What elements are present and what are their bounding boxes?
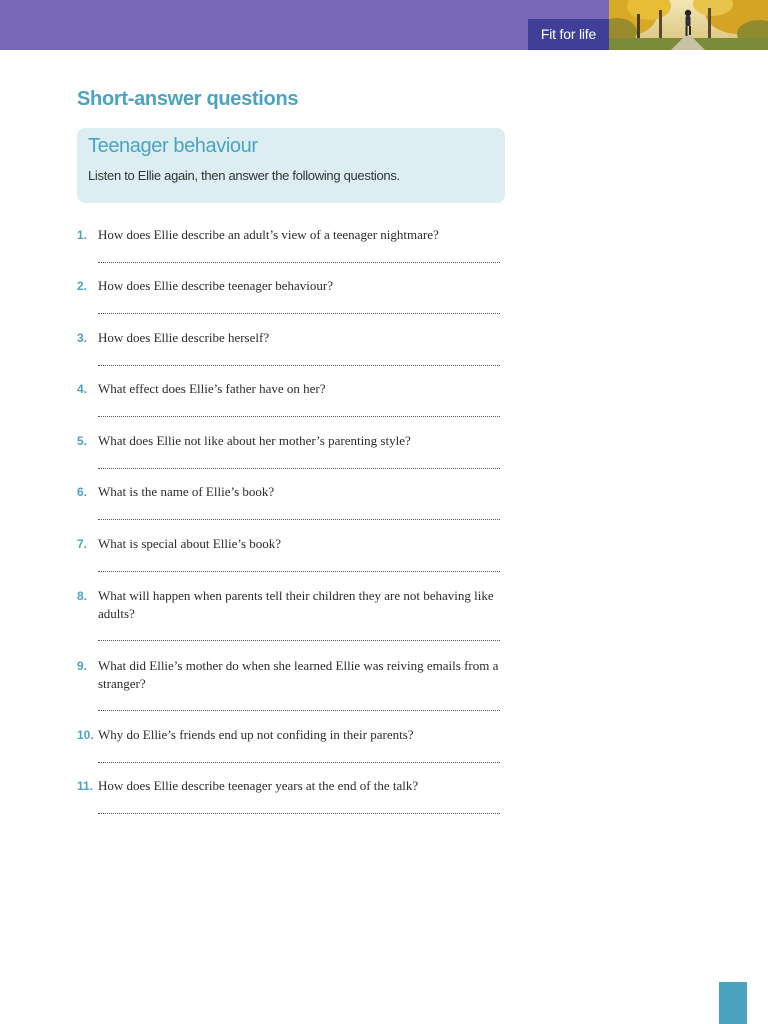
question-number: 5. — [77, 434, 88, 448]
exercise-heading: Teenager behaviour — [88, 135, 258, 157]
question-text: What is special about Ellie’s book? — [98, 536, 282, 551]
question-number: 6. — [77, 485, 88, 499]
question-text: What does Ellie not like about her mother’s parenting style? — [98, 433, 411, 448]
question-number: 8. — [77, 589, 88, 603]
header-photo — [609, 0, 768, 50]
section-title: Short-answer questions — [77, 88, 299, 110]
answer-line[interactable] — [98, 571, 500, 572]
question-number: 9. — [77, 659, 88, 673]
question-number: 1. — [77, 228, 88, 242]
question-number: 2. — [77, 279, 88, 293]
question-text: How does Ellie describe an adult’s view of a teenager nightmare? — [98, 227, 439, 242]
answer-line[interactable] — [98, 762, 500, 763]
answer-line[interactable] — [98, 519, 500, 520]
instruction-box — [77, 128, 505, 203]
autumn-path-runner-photo — [609, 0, 768, 50]
answer-line[interactable] — [98, 416, 500, 417]
question-text: What is the name of Ellie’s book? — [98, 484, 275, 499]
chapter-tab: Fit for life — [528, 19, 609, 50]
question-text: What will happen when parents tell their children they are not behaving like adults? — [98, 588, 494, 621]
answer-line[interactable] — [98, 813, 500, 814]
question-number: 7. — [77, 537, 88, 551]
question-text: How does Ellie describe herself? — [98, 330, 270, 345]
exercise-instruction: Listen to Ellie again, then answer the following questions. — [88, 168, 400, 183]
answer-line[interactable] — [98, 313, 500, 314]
answer-line[interactable] — [98, 640, 500, 641]
question-number: 3. — [77, 331, 88, 345]
answer-line[interactable] — [98, 710, 500, 711]
question-number: 10. — [77, 728, 94, 742]
answer-line[interactable] — [98, 468, 500, 469]
answer-line[interactable] — [98, 365, 500, 366]
question-text: Why do Ellie’s friends end up not confiding in their parents? — [98, 727, 414, 742]
question-number: 11. — [77, 779, 94, 793]
question-text: What did Ellie’s mother do when she learned Ellie was reiving emails from a stranger? — [98, 658, 499, 691]
answer-line[interactable] — [98, 262, 500, 263]
question-text: What effect does Ellie’s father have on her? — [98, 381, 326, 396]
question-text: How does Ellie describe teenager years at the end of the talk? — [98, 778, 419, 793]
page-corner-tab — [719, 982, 747, 1024]
question-number: 4. — [77, 382, 88, 396]
question-text: How does Ellie describe teenager behaviour? — [98, 278, 333, 293]
